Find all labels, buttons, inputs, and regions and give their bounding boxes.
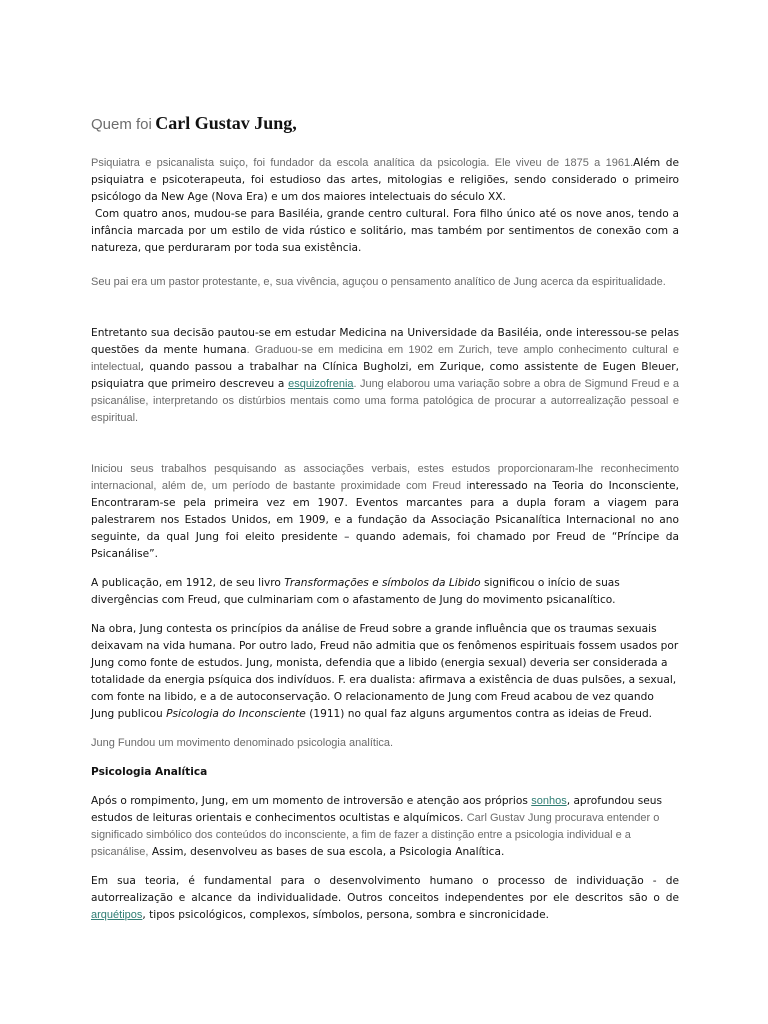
contest-text-d: (1911) no qual faz alguns argumentos contra as ideias de Freud. [309, 708, 653, 720]
theory-text-a: Em sua teoria, é fundamental para o desenvolvimento humano o processo de individuação - de autorrealização e alcance da individualidade. Outros conceitos independentes por ele descritos são o de [91, 875, 679, 904]
paragraph-father: Seu pai era um pastor protestante, e, sua vivência, aguçou o pensamento analítico de Jung acerca da espiritualidade. [91, 276, 666, 288]
paragraph-medicine [91, 325, 679, 427]
document-body [91, 112, 679, 924]
publication-text-a: A publicação, em 1912, de seu livro [91, 577, 281, 589]
rupture-text-a: Após o rompimento, Jung, em um momento de introversão e atenção aos próprios [91, 795, 528, 807]
childhood-text: Com quatro anos, mudou-se para Basiléia, grande centro cultural. Fora filho único até os nove anos, tendo a infância marcada por um estilo de vida rústico e solitário, mas também por sentimentos de conexão com a natureza, que perduraram por toda sua existência. [91, 208, 679, 254]
contest-text-a: Na obra, Jung contesta os princípios da análise de Freud sobre a grande influência que os traumas sexuais deixavam na vida humana. Por outro lado, Freud não admitia que os fenômenos espirituais fossem usados por Jung como fonte de estudos. [91, 623, 679, 669]
rupture-text-b: , aprofundou seus estudos de leituras orientais e conhecimentos ocultistas e alquímicos. [91, 795, 662, 824]
paragraph-early-work [91, 461, 679, 563]
paragraph-intro [91, 155, 679, 206]
intro-text-a: Psiquiatra e psicanalista suiço, foi fundador da escola analítica da psicologia. Ele viveu de 1875 a 1961. [91, 157, 634, 169]
section-heading: Psicologia Analítica [91, 766, 208, 778]
link-sonhos[interactable]: sonhos [531, 795, 567, 807]
early-work-text-a: Iniciou seus trabalhos pesquisando as associações verbais, estes estudos proporcionaram-lhe reconhecimento internacional, além de, um período de bastante proximidade com Freud i [91, 463, 679, 492]
medicine-text-d: . Jung elaborou uma variação sobre a obra de Sigmund Freud e a psicanálise, interpretando os distúrbios mentais como uma forma patológica de procurar a autorrealização pessoal e espiritual. [91, 378, 679, 424]
paragraph-contest [91, 621, 679, 723]
publication-text-b: significou o início de suas divergências com Freud, que culminariam com o afastamento de Jung do movimento psicanalítico. [91, 577, 620, 606]
link-esquizofrenia[interactable]: esquizofrenia [288, 378, 354, 390]
intro-text-b: Além de psiquiatra e psicoterapeuta, foi estudioso das artes, mitologias e religiões, sendo considerado o primeiro psicólogo da New Age (Nova Era) e um dos maiores intelectuais do século XX. [91, 157, 679, 203]
title-name: Carl Gustav Jung, [155, 113, 297, 133]
contest-text-c: O relacionamento de Jung com Freud acabou de vez quando Jung publicou [91, 691, 654, 720]
paragraph-childhood [91, 206, 679, 257]
paragraph-movement: Jung Fundou um movimento denominado psicologia analítica. [91, 737, 394, 749]
theory-text-b: , tipos psicológicos, complexos, símbolos, persona, sombra e sincronicidade. [142, 909, 549, 921]
page-title [91, 112, 679, 137]
medicine-text-c: , quando passou a trabalhar na Clínica Bugholzi, em Zurique, como assistente de Eugen Bleuer, psiquiatra que primeiro descreveu a [91, 361, 679, 390]
early-work-text-b: nteressado na Teoria do Inconsciente, Encontraram-se pela primeira vez em 1907. Eventos marcantes para a dupla foram a viagem para palestrarem nos Estados Unidos, em 1909, e a fundação da Associação Psicanalítica Internacional no ano seguinte, da qual Jung foi eleito presidente – quando ademais, foi chamado por Freud de “Príncipe da Psicanálise”. [91, 480, 679, 560]
paragraph-publication [91, 575, 679, 609]
rupture-text-d: Assim, desenvolveu as bases de sua escola, a Psicologia Analítica. [151, 846, 505, 858]
medicine-text-a: Entretanto sua decisão pautou-se em estudar Medicina na Universidade da Basiléia, onde interessou-se pelas questões da mente humana [91, 327, 679, 356]
contest-book-title: Psicologia do Inconsciente [166, 708, 306, 720]
rupture-text-c: Carl Gustav Jung procurava entender o significado simbólico dos conteúdos do inconsciente, a fim de fazer a distinção entre a psicologia individual e a psicanálise, [91, 812, 660, 858]
link-arquetipos[interactable]: arquétipos [91, 909, 143, 921]
medicine-text-b: . Graduou-se em medicina em 1902 em Zurich, teve amplo conhecimento cultural e intelectual [91, 344, 679, 373]
paragraph-theory [91, 873, 679, 924]
title-prefix: Quem foi [91, 116, 152, 133]
publication-book-title: Transformações e símbolos da Libido [284, 577, 481, 589]
contest-text-b: Jung, monista, defendia que a libido (energia sexual) deveria ser considerada a totalidade da energia psíquica dos indivíduos. F. era dualista: afirmava a existência de duas pulsões, a sexual, com fonte na libido, e a de autoconservação. [91, 657, 677, 703]
paragraph-rupture [91, 793, 679, 861]
